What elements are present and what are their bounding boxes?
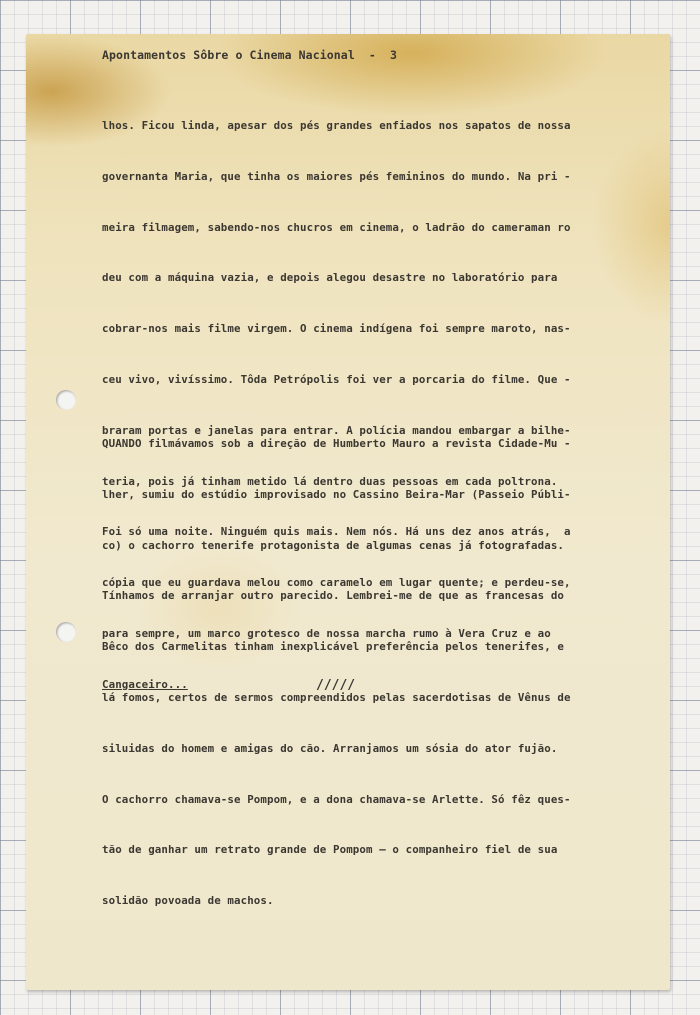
punch-hole-top: [56, 390, 76, 410]
text-line: deu com a máquina vazia, e depois alegou desastre no laboratório para: [102, 271, 558, 285]
text-line: tão de ganhar um retrato grande de Pompom — o companheiro fiel de sua: [102, 843, 558, 857]
text-line: teria, pois já tinham metido lá dentro duas pessoas em cada poltrona.: [102, 474, 558, 488]
text-line: lá fomos, certos de sermos compreendidos pelas sacerdotisas de Vênus de: [102, 690, 571, 704]
text-line: O cachorro chamava-se Pompom, e a dona chamava-se Arlette. Só fêz ques-: [102, 792, 571, 806]
text-line: para sempre, um marco grotesco de nossa marcha rumo à Vera Cruz e ao: [102, 626, 551, 640]
text-line: ceu vivo, vivíssimo. Tôda Petrópolis foi ver a porcaria do filme. Que -: [102, 372, 571, 386]
text-line: solidão povoada de machos.: [102, 894, 274, 908]
text-line: QUANDO filmávamos sob a direção de Humberto Mauro a revista Cidade-Mu -: [102, 437, 571, 450]
end-mark: /////: [316, 678, 356, 693]
text-line: Cangaceiro...: [102, 677, 188, 691]
text-line: cópia que eu guardava melou como caramelo em lugar quente; e perdeu-se,: [102, 576, 571, 590]
text-line: siluidas do homem e amigas do cão. Arranjamos um sósia do ator fujão.: [102, 741, 558, 755]
text-line: Tínhamos de arranjar outro parecido. Lembrei-me de que as francesas do: [102, 589, 565, 603]
text-line: braram portas e janelas para entrar. A polícia mandou embargar a bilhe-: [102, 423, 571, 437]
page-header: Apontamentos Sôbre o Cinema Nacional - 3: [102, 48, 397, 62]
text-line: lhos. Ficou linda, apesar dos pés grandes enfiados nos sapatos de nossa: [102, 119, 571, 132]
text-line: meira filmagem, sabendo-nos chucros em cinema, o ladrão do cameraman ro: [102, 220, 571, 234]
text-line: Foi só uma noite. Ninguém quis mais. Nem nós. Há uns dez anos atrás, a: [102, 525, 571, 539]
text-line: lher, sumiu do estúdio improvisado no Cassino Beira-Mar (Passeio Públi-: [102, 487, 571, 501]
punch-hole-bottom: [56, 622, 76, 642]
text-line: co) o cachorro tenerife protagonista de algumas cenas já fotografadas.: [102, 538, 565, 552]
text-line: cobrar-nos mais filme virgem. O cinema indígena foi sempre maroto, nas-: [102, 322, 571, 336]
paragraph-2: [102, 406, 650, 927]
text-line: governanta Maria, que tinha os maiores pés femininos do mundo. Na pri -: [102, 169, 571, 183]
text-line: Bêco dos Carmelitas tinham inexplicável preferência pelos tenerifes, e: [102, 640, 565, 654]
